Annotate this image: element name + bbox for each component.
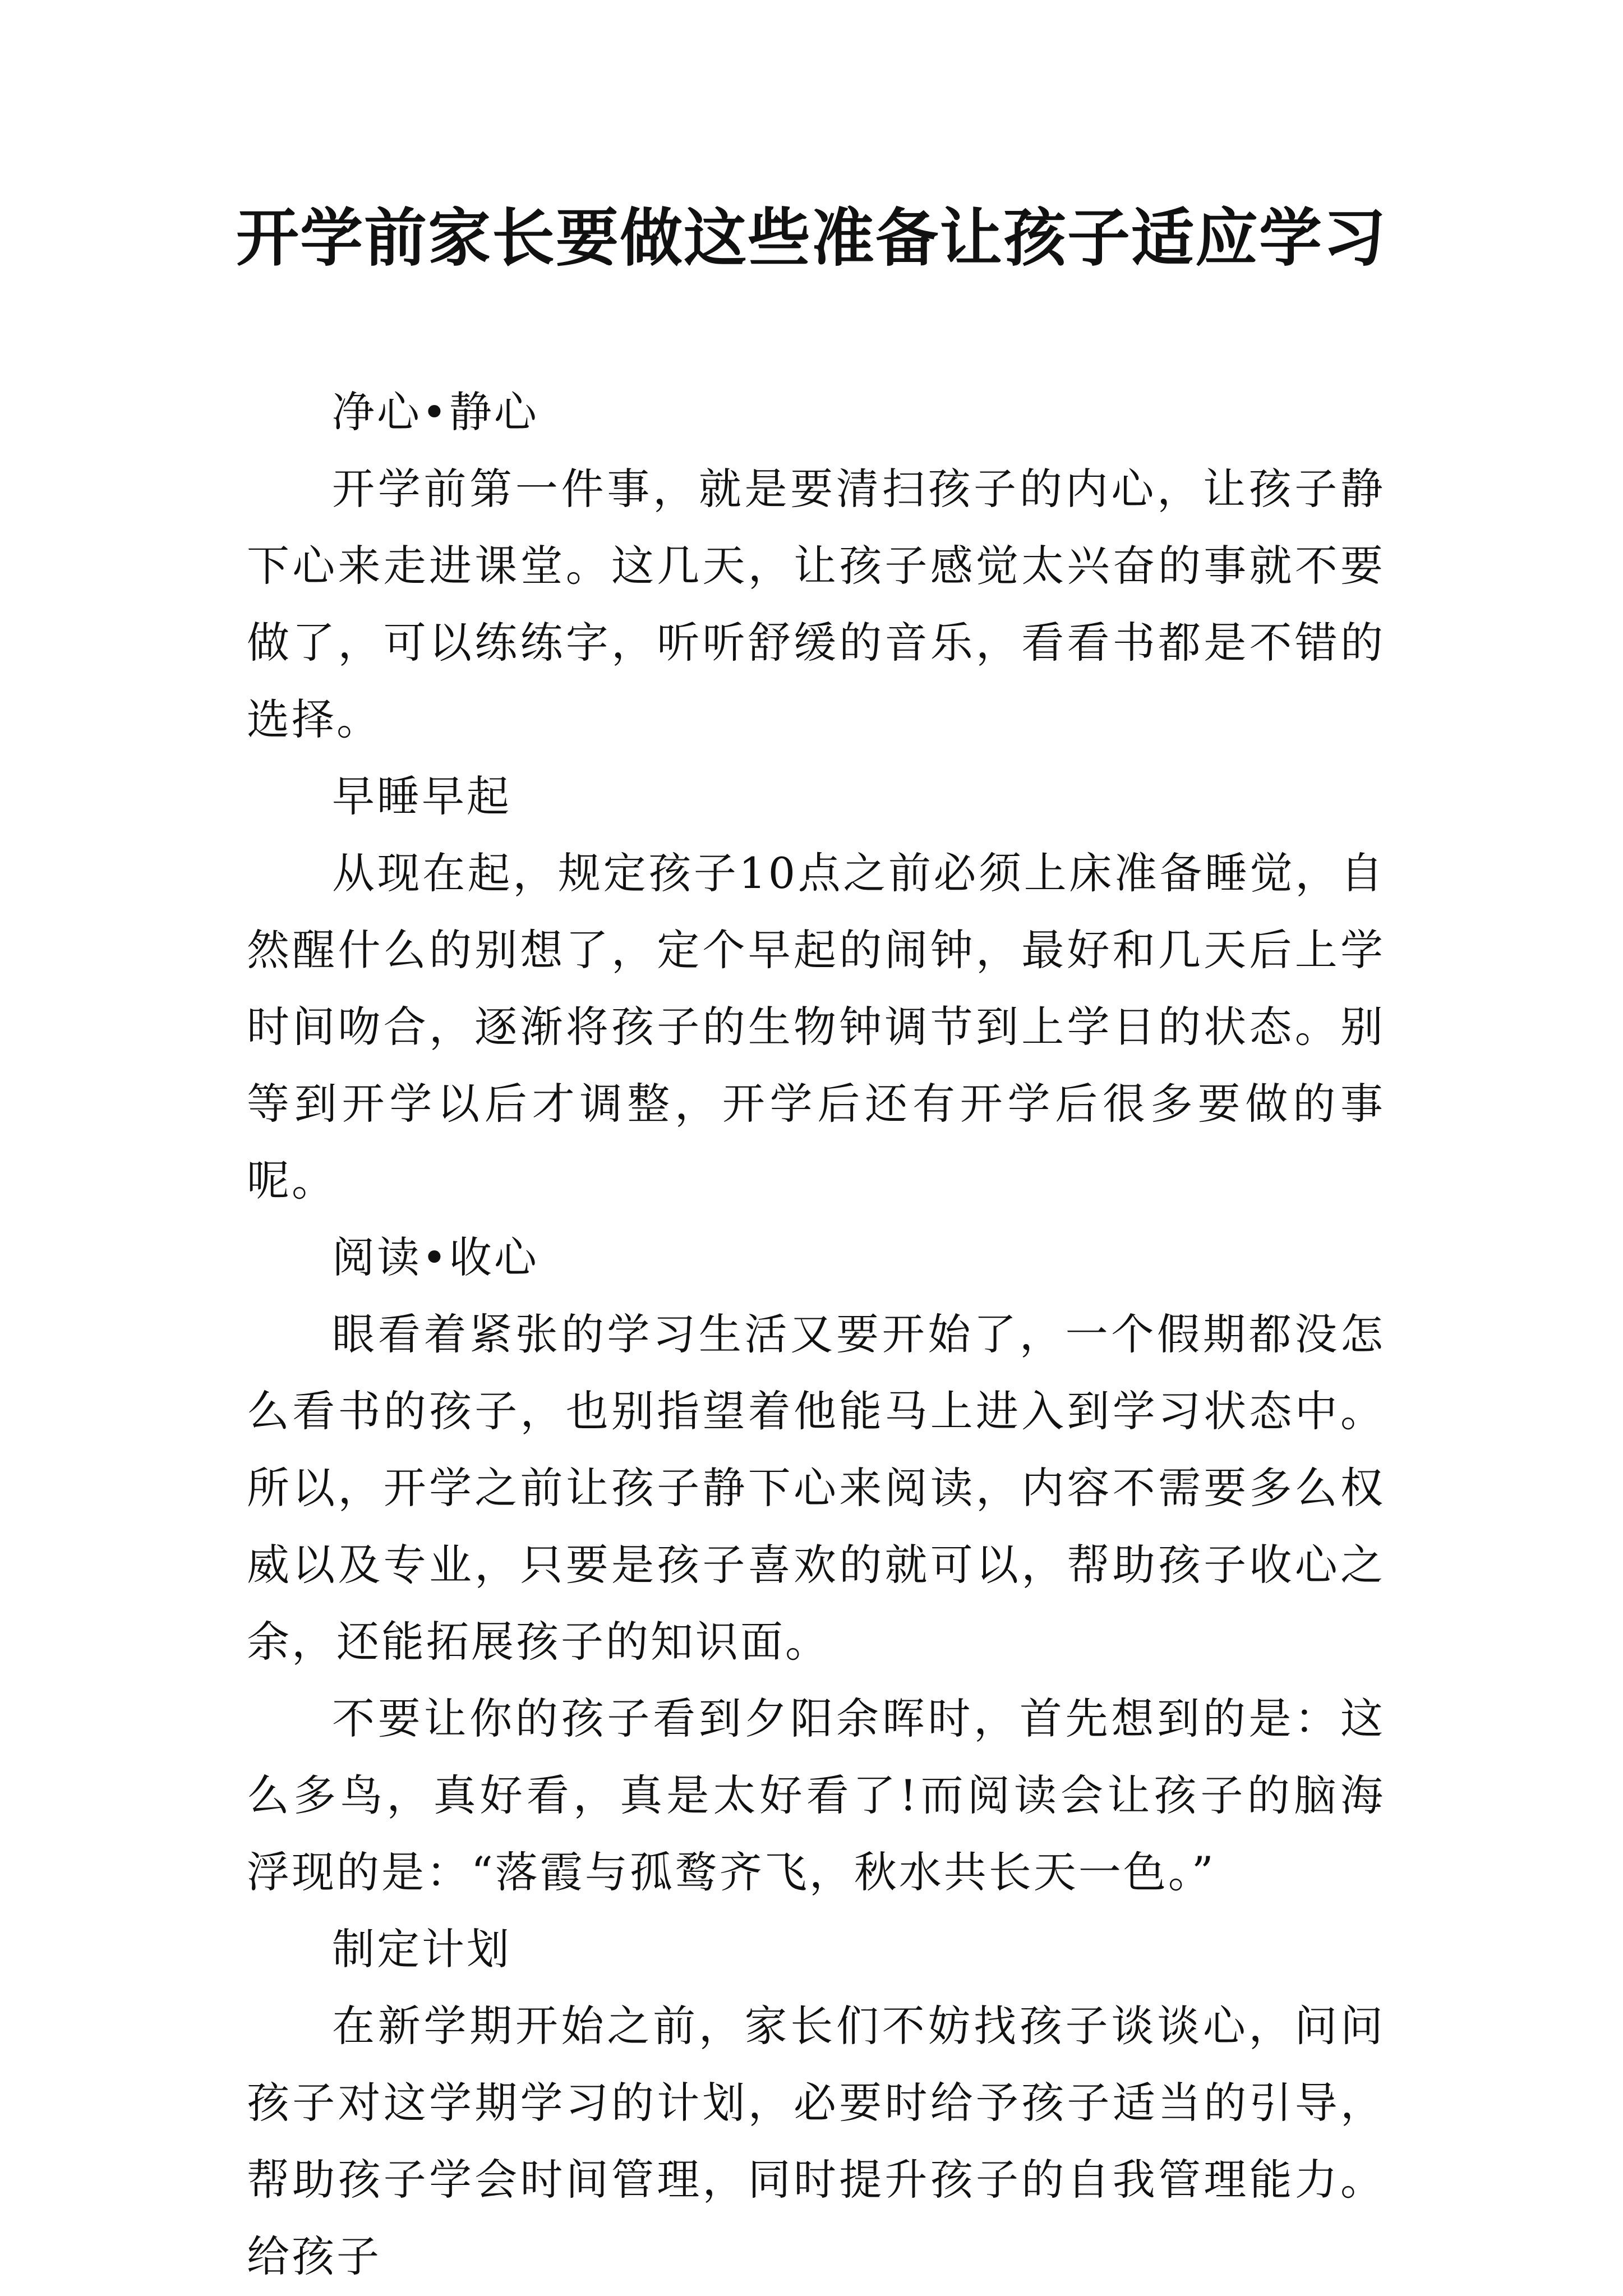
paragraph-yuedu-example: 不要让你的孩子看到夕阳余晖时，首先想到的是：这么多鸟，真好看，真是太好看了!而阅读会让孩子的脑海浮现的是：“落霞与孤鹜齐飞，秋水共长天一色。” [247, 1694, 1385, 1897]
section-heading-jihua: 制定计划 [332, 1924, 511, 1974]
paragraph-jingxin: 开学前第一件事，就是要清扫孩子的内心，让孩子静下心来走进课堂。这几天，让孩子感觉太兴奋的事就不要做了，可以练练字，听听舒缓的音乐，看看书都是不错的选择。 [247, 464, 1385, 744]
paragraph-zaoshui: 从现在起，规定孩子10点之前必须上床准备睡觉，自然醒什么的别想了，定个早起的闹钟，最好和几天后上学时间吻合，逐渐将孩子的生物钟调节到上学日的状态。别等到开学以后才调整，开学后还有开学后很多要做的事呢。 [247, 848, 1385, 1205]
paragraph-jihua: 在新学期开始之前，家长们不妨找孩子谈谈心，问问孩子对这学期学习的计划，必要时给予孩子适当的引导，帮助孩子学会时间管理，同时提升孩子的自我管理能力。给孩子 [247, 2001, 1385, 2281]
paragraph-yuedu: 眼看着紧张的学习生活又要开始了，一个假期都没怎么看书的孩子，也别指望着他能马上进入到学习状态中。所以，开学之前让孩子静下心来阅读，内容不需要多么权威以及专业，只要是孩子喜欢的就可以，帮助孩子收心之余，还能拓展孩子的知识面。 [247, 1309, 1385, 1667]
section-heading-jingxin: 净心•静心 [332, 387, 539, 437]
section-heading-zaoshui: 早睡早起 [332, 771, 511, 821]
document-title: 开学前家长要做这些准备让孩子适应学习 [236, 202, 1387, 275]
section-heading-yuedu: 阅读•收心 [332, 1232, 539, 1282]
document-body [247, 374, 1385, 2295]
